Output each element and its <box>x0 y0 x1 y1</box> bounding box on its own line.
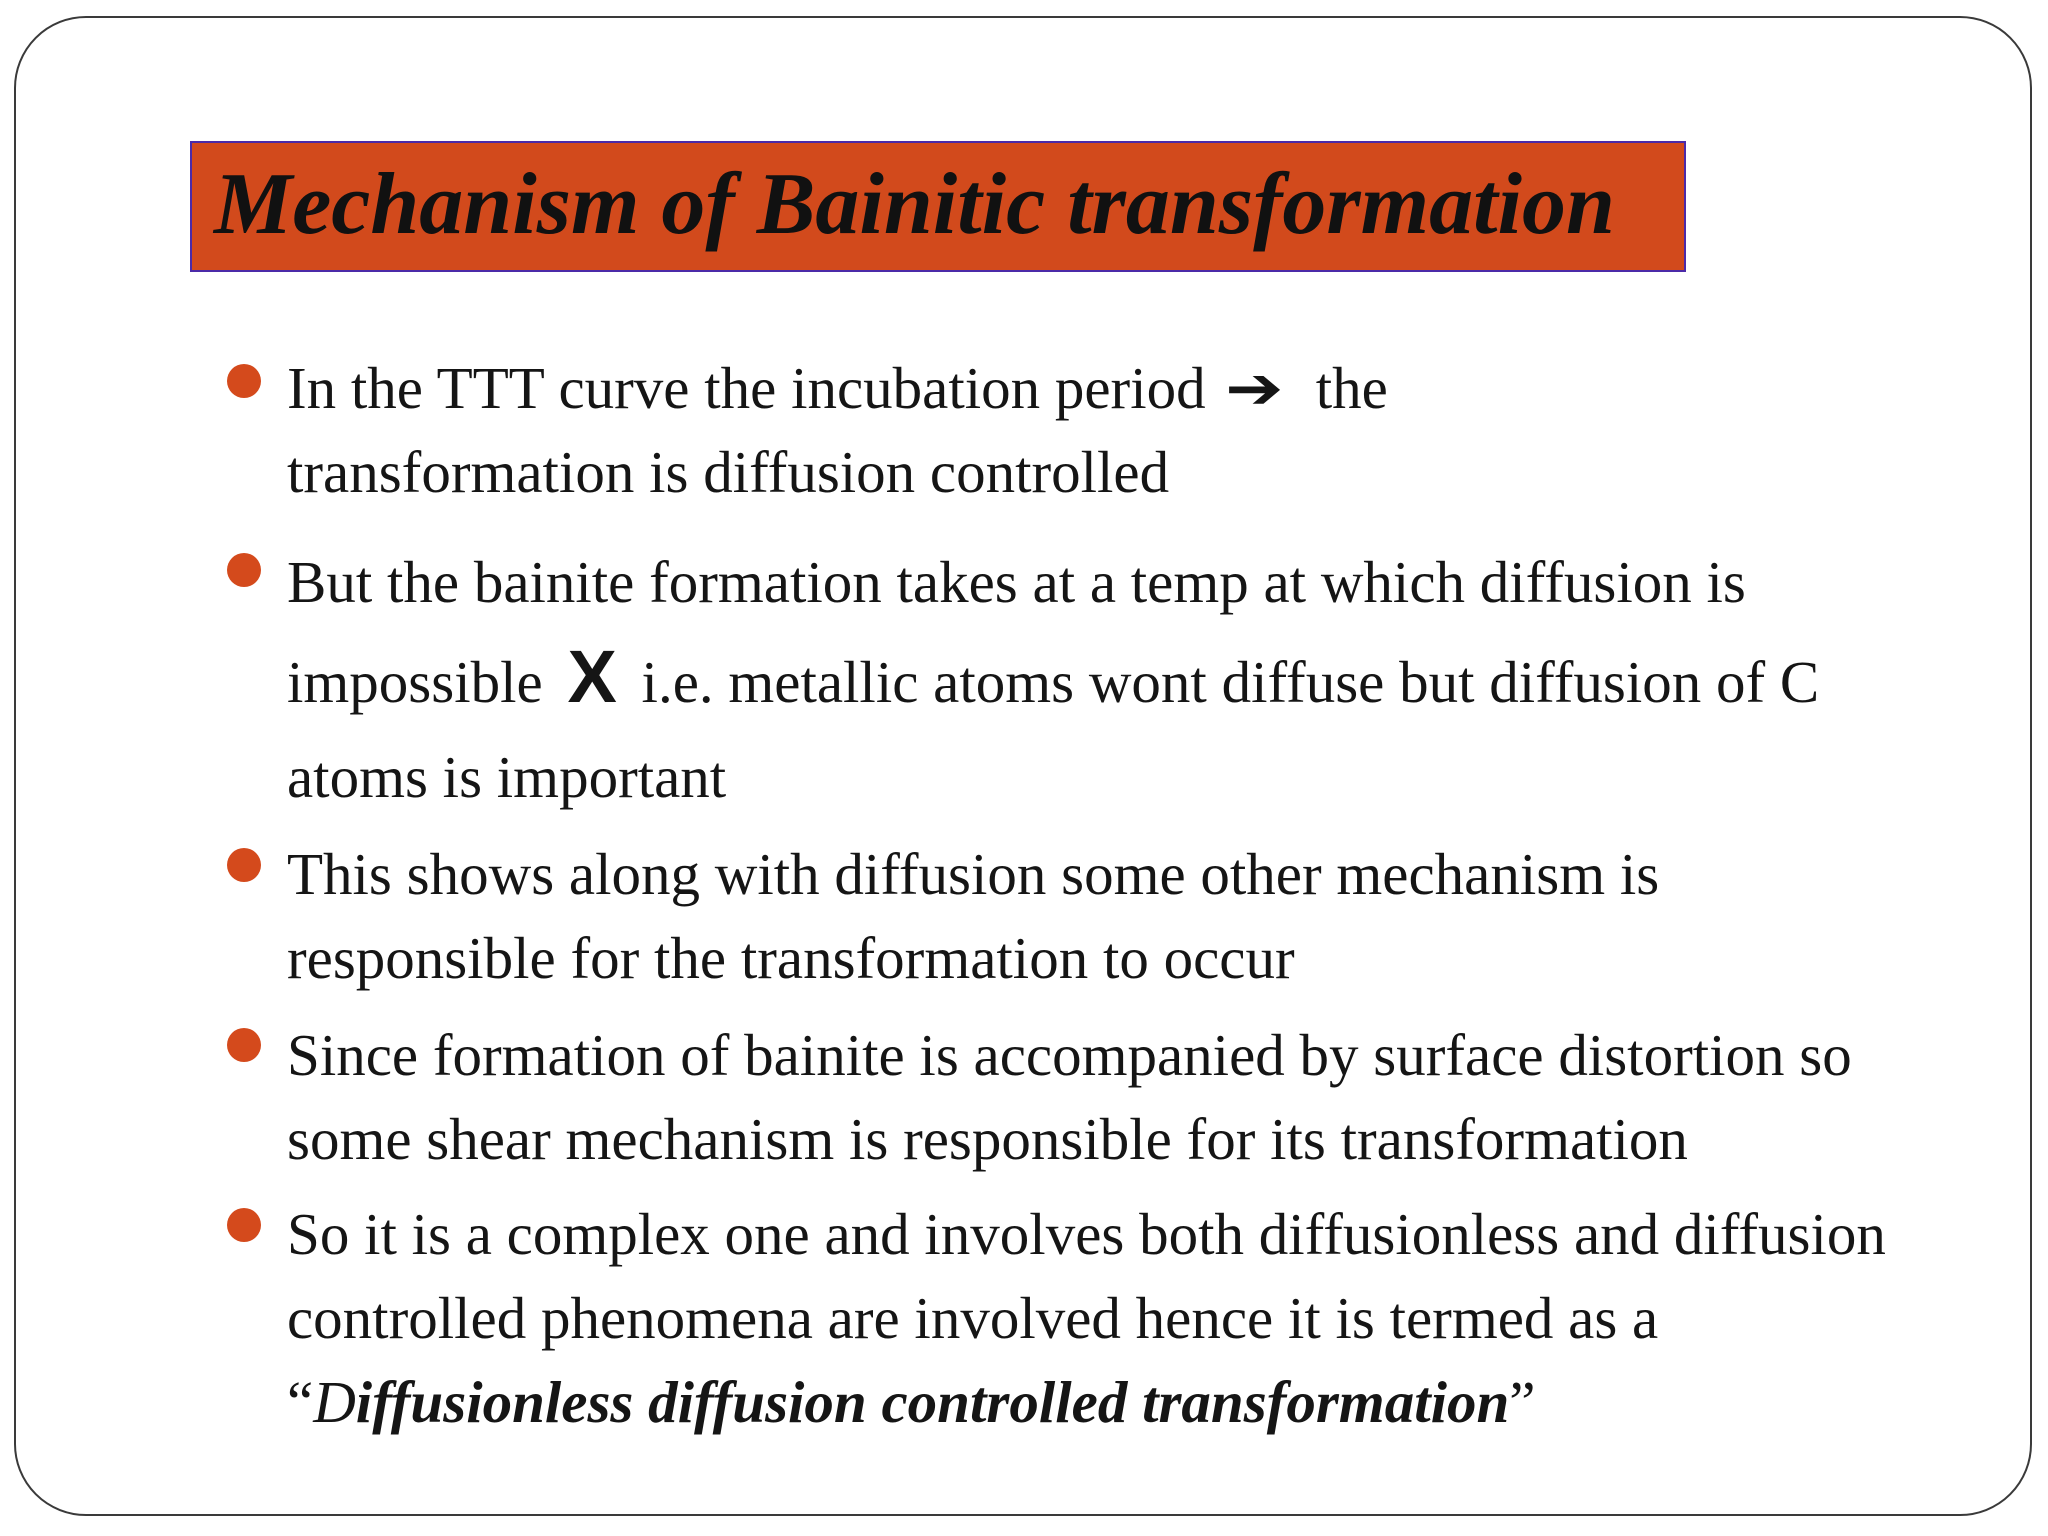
emphasized-term: iffusionless diffusion controlled transformation <box>355 1369 1510 1435</box>
bullet-line <box>287 1360 1967 1444</box>
bullet-line <box>287 624 1967 735</box>
bullet-line: So it is a complex one and involves both diffusionless and diffusion <box>287 1201 1886 1267</box>
bullet-line: atoms is important <box>287 744 727 810</box>
bullet-line: controlled phenomena are involved hence it is termed as a <box>287 1285 1659 1351</box>
bullet-text: i.e. metallic atoms wont diffuse but diffusion of C <box>641 649 1820 715</box>
bullet-line <box>287 346 1967 430</box>
bullet-text: the <box>1315 355 1388 421</box>
bullet-dot <box>227 1028 261 1062</box>
bullet-text: In the TTT curve the incubation period <box>287 355 1206 421</box>
right-arrow-icon: ➔ <box>1225 354 1284 422</box>
bullet-dot <box>227 364 261 398</box>
bullet-line: This shows along with diffusion some other mechanism is <box>287 841 1660 907</box>
bullet-item <box>287 540 1967 819</box>
close-quote: ” <box>1509 1369 1536 1435</box>
bullet-line: Since formation of bainite is accompanied by surface distortion so <box>287 1022 1852 1088</box>
bullet-line: transformation is diffusion controlled <box>287 439 1170 505</box>
bullet-item <box>287 346 1967 514</box>
term-first-letter: D <box>313 1369 356 1435</box>
open-quote: “ <box>287 1369 314 1435</box>
slide-title-box <box>190 141 1686 272</box>
bullet-item <box>287 1013 1967 1181</box>
slide-title: Mechanism of Bainitic transformation <box>214 156 1615 253</box>
cross-mark-icon: X <box>567 635 617 718</box>
bullet-line: responsible for the transformation to occur <box>287 925 1295 991</box>
bullet-dot <box>227 1208 261 1242</box>
bullet-item <box>287 832 1967 1000</box>
bullet-item <box>287 1192 1967 1444</box>
bullet-line: some shear mechanism is responsible for its transformation <box>287 1106 1688 1172</box>
bullet-dot <box>227 553 261 587</box>
bullet-text: impossible <box>287 649 543 715</box>
bullet-line: But the bainite formation takes at a temp at which diffusion is <box>287 549 1746 615</box>
bullet-dot <box>227 848 261 882</box>
